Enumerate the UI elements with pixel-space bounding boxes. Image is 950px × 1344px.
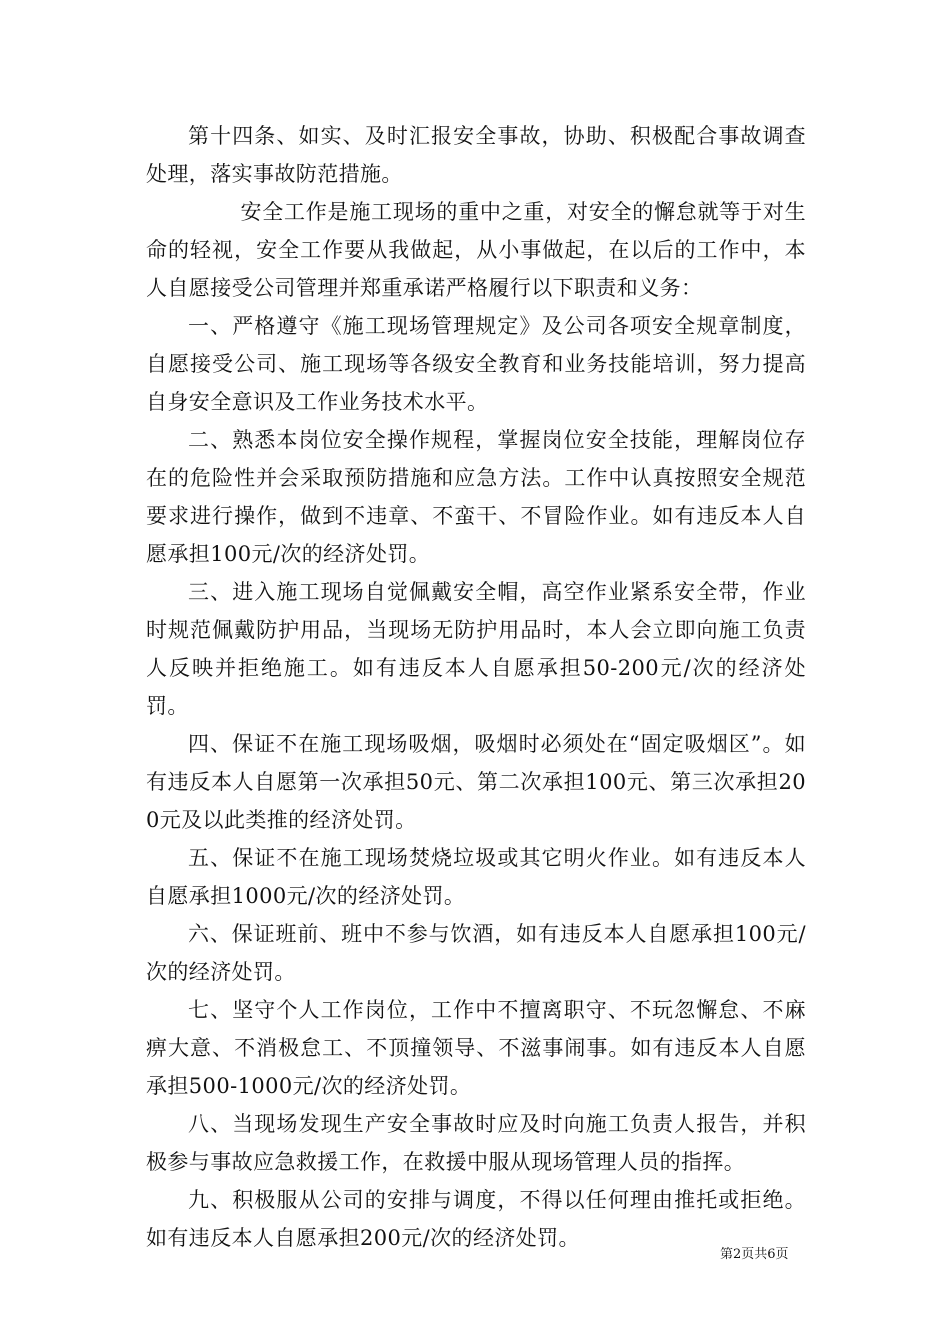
paragraph-item-1: 一、严格遵守《施工现场管理规定》及公司各项安全规章制度，自愿接受公司、施工现场等各级安全教育和业务技能培训，努力提高自身安全意识及工作业务技术水平。 (146, 314, 806, 414)
paragraph-item-5: 五、保证不在施工现场焚烧垃圾或其它明火作业。如有违反本人自愿承担1000元/次的经济处罚。 (146, 846, 806, 908)
paragraph-item-2: 二、熟悉本岗位安全操作规程，掌握岗位安全技能，理解岗位存在的危险性并会采取预防措施和应急方法。工作中认真按照安全规范要求进行操作，做到不违章、不蛮干、不冒险作业。如有违反本人自愿承担100元/次的经济处罚。 (146, 428, 806, 566)
paragraph-item-7: 七、坚守个人工作岗位，工作中不擅离职守、不玩忽懈怠、不麻痹大意、不消极怠工、不顶撞领导、不滋事闹事。如有违反本人自愿承担500-1000元/次的经济处罚。 (146, 998, 806, 1098)
page-number-footer: 第2页共6页 (720, 1247, 789, 1262)
paragraph-commitment-intro: 安全工作是施工现场的重中之重，对安全的懈怠就等于对生命的轻视，安全工作要从我做起，从小事做起，在以后的工作中，本人自愿接受公司管理并郑重承诺严格履行以下职责和义务： (146, 200, 806, 300)
paragraph-article-14: 第十四条、如实、及时汇报安全事故，协助、积极配合事故调查处理，落实事故防范措施。 (146, 124, 806, 186)
paragraph-item-4: 四、保证不在施工现场吸烟，吸烟时必须处在“固定吸烟区”。如有违反本人自愿第一次承担50元、第二次承担100元、第三次承担200元及以此类推的经济处罚。 (146, 732, 806, 832)
paragraph-item-6: 六、保证班前、班中不参与饮酒，如有违反本人自愿承担100元/次的经济处罚。 (146, 922, 806, 984)
paragraph-item-8: 八、当现场发现生产安全事故时应及时向施工负责人报告，并积极参与事故应急救援工作，在救援中服从现场管理人员的指挥。 (146, 1112, 806, 1174)
paragraph-item-9: 九、积极服从公司的安排与调度，不得以任何理由推托或拒绝。如有违反本人自愿承担200元/次的经济处罚。 (146, 1188, 806, 1250)
paragraph-item-3: 三、进入施工现场自觉佩戴安全帽，高空作业紧系安全带，作业时规范佩戴防护用品，当现场无防护用品时，本人会立即向施工负责人反映并拒绝施工。如有违反本人自愿承担50-200元/次的经济处罚。 (146, 580, 806, 718)
document-body (146, 117, 806, 1257)
